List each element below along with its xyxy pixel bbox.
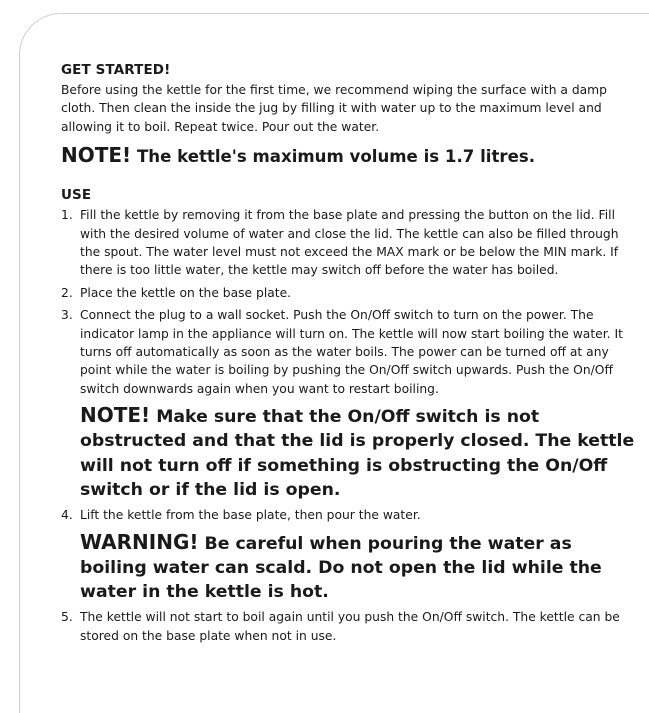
callout-text: Be careful when pouring the water as boiling water can scald. Do not open the lid while the water in the kettle is hot. xyxy=(80,533,602,602)
note-keyword: NOTE! xyxy=(80,403,151,428)
get-started-heading: GET STARTED! xyxy=(61,62,171,78)
step-item xyxy=(61,284,641,302)
step-item xyxy=(61,506,641,604)
step-number: 3. xyxy=(61,308,73,323)
step-number: 2. xyxy=(61,285,73,300)
step-text: Place the kettle on the base plate. xyxy=(80,285,292,300)
step-text: The kettle will not start to boil again until you push the On/Off switch. The kettle can be stored on the base plate when not in use. xyxy=(80,610,620,643)
step-item xyxy=(61,608,641,645)
note-text: The kettle's maximum volume is 1.7 litres. xyxy=(136,147,536,167)
step-text: Fill the kettle by removing it from the base plate and pressing the button on the lid. Fill with the desired volume of water and close the lid. The kettle can also be filled through the spout. The water level must not exceed the MAX mark or be below the MIN mark. If there is too little water, the kettle may switch off before the water has boiled. xyxy=(80,208,619,278)
step-text: Lift the kettle from the base plate, then pour the water. xyxy=(80,508,421,523)
use-steps-list xyxy=(61,206,641,645)
switch-note-callout xyxy=(80,403,641,502)
warning-keyword: WARNING! xyxy=(80,529,199,554)
step-number: 4. xyxy=(61,508,73,523)
step-number: 1. xyxy=(61,208,73,223)
step-item xyxy=(61,206,641,280)
use-heading: USE xyxy=(61,187,92,204)
volume-note xyxy=(61,143,641,169)
note-keyword: NOTE! xyxy=(61,143,132,168)
step-text: Connect the plug to a wall socket. Push the On/Off switch to turn on the power. The indicator lamp in the appliance will turn on. The kettle will now start boiling the water. It turns off automatically as soon as the water boils. The power can be turned off at any point while the water is boiling by pushing the On/Off switch upwards. Push the On/Off switch downwards again when you want to restart boiling. xyxy=(80,308,623,396)
warning-callout xyxy=(80,530,641,605)
manual-content xyxy=(61,62,641,649)
get-started-text: Before using the kettle for the first time, we recommend wiping the surface with a damp cloth. Then clean the inside the jug by filling it with water up to the maximum level and allowing it to boil. Repeat twice. Pour out the water. xyxy=(61,83,607,134)
step-number: 5. xyxy=(61,610,73,625)
callout-text: Make sure that the On/Off switch is not obstructed and that the lid is properly closed. The kettle will not turn off if something is obstructing the On/Off switch or if the lid is open. xyxy=(80,407,635,500)
step-item xyxy=(61,306,641,502)
